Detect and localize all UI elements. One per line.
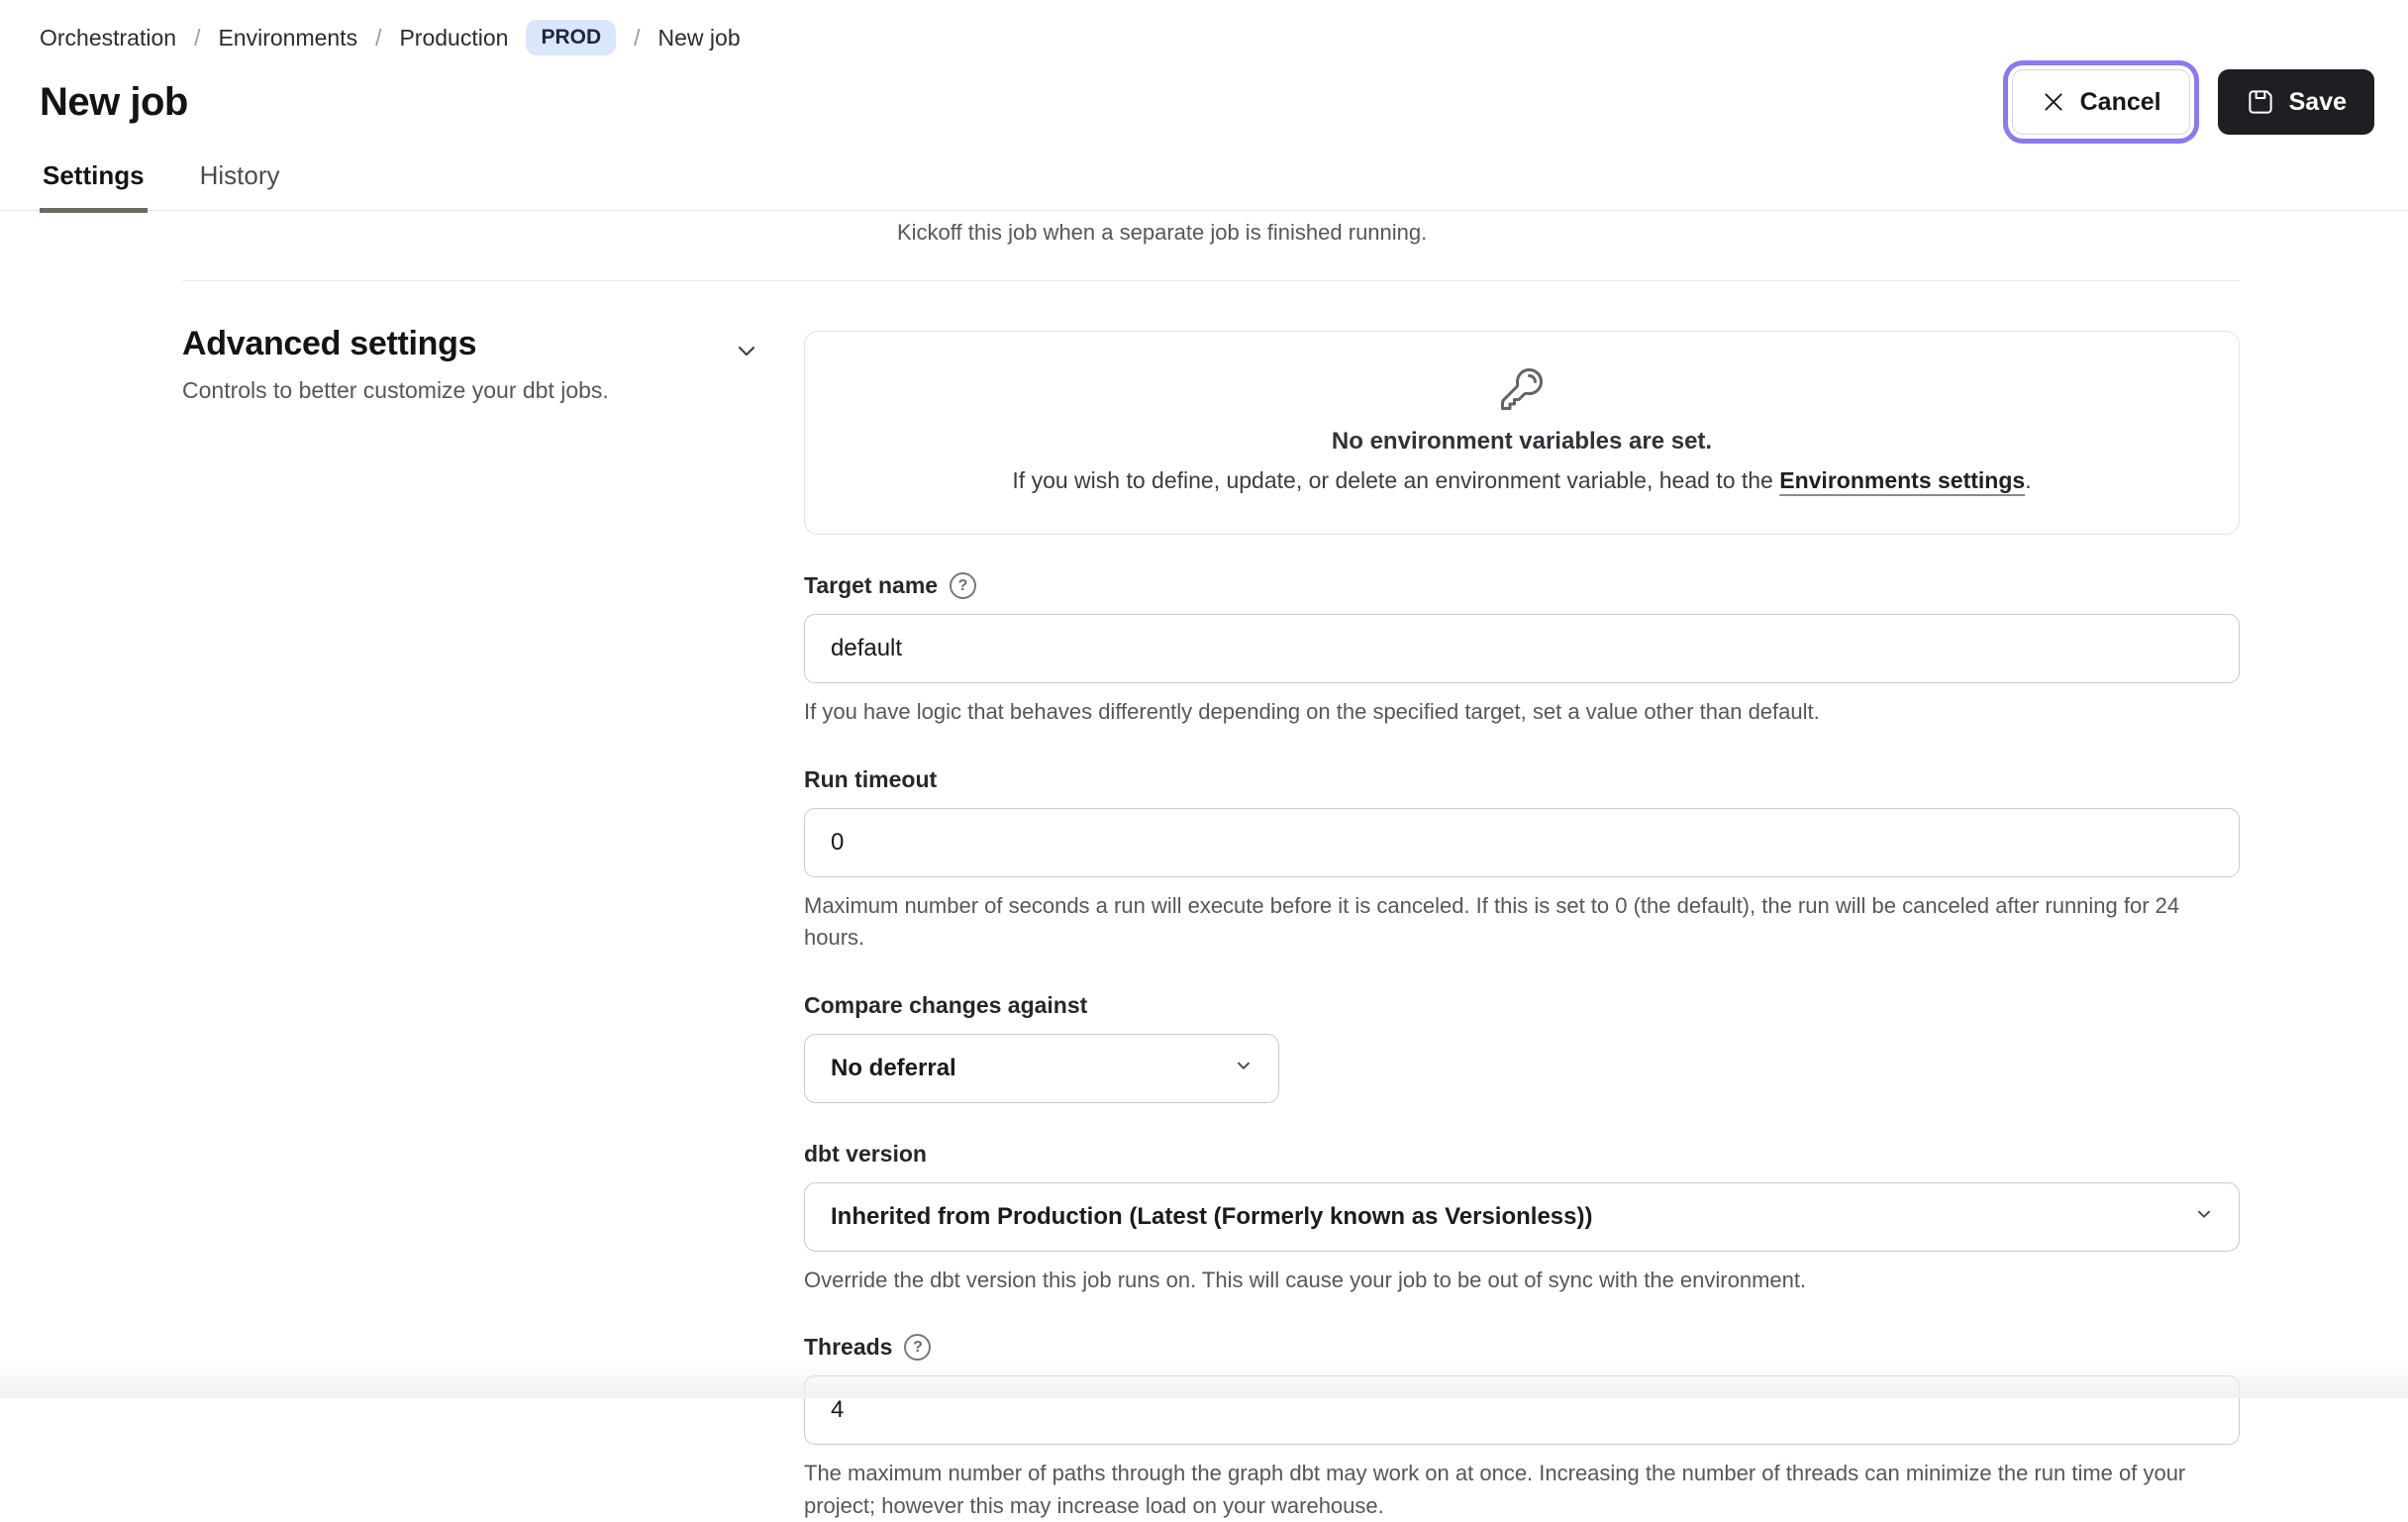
dbt-version-field — [804, 1141, 2240, 1297]
breadcrumb-separator: / — [375, 24, 382, 51]
advanced-settings-title: Advanced settings — [182, 325, 477, 362]
tab-history[interactable]: History — [199, 160, 280, 190]
dbt-version-value: Inherited from Production (Latest (Formerly known as Versionless)) — [831, 1202, 1593, 1230]
tab-bar — [0, 135, 2408, 211]
breadcrumb-current: New job — [657, 24, 741, 51]
page-title: New job — [40, 79, 188, 124]
help-icon[interactable]: ? — [950, 572, 976, 599]
chevron-down-icon — [1233, 1055, 1254, 1081]
help-icon[interactable]: ? — [904, 1334, 931, 1361]
target-name-field — [804, 572, 2240, 729]
breadcrumb-separator: / — [194, 24, 201, 51]
cancel-button[interactable] — [2012, 69, 2190, 135]
advanced-settings-summary — [182, 325, 804, 1522]
run-timeout-label: Run timeout — [804, 765, 938, 792]
compare-changes-label: Compare changes against — [804, 991, 1088, 1018]
env-card-body-prefix: If you wish to define, update, or delete an environment variable, head to the — [1012, 467, 1780, 493]
threads-label: Threads — [804, 1334, 893, 1361]
breadcrumb — [0, 0, 2408, 55]
compare-changes-field — [804, 992, 2240, 1103]
save-floppy-icon — [2246, 87, 2275, 117]
page-header — [0, 55, 2408, 135]
run-timeout-input[interactable] — [804, 808, 2240, 877]
target-name-input[interactable] — [804, 614, 2240, 683]
environments-settings-link[interactable]: Environments settings — [1779, 467, 2026, 493]
env-card-body-suffix: . — [2025, 467, 2032, 493]
run-timeout-hint: Maximum number of seconds a run will execute before it is canceled. If this is set to 0 (the default), the run will be canceled after running for 24 hours. — [804, 892, 2180, 951]
compare-changes-dropdown[interactable] — [804, 1034, 1279, 1103]
cancel-button-label: Cancel — [2079, 87, 2161, 116]
breadcrumb-production[interactable]: Production — [399, 24, 509, 51]
save-button[interactable] — [2218, 69, 2374, 135]
key-icon — [1498, 365, 1546, 413]
breadcrumb-separator: / — [634, 24, 641, 51]
threads-field — [804, 1334, 2240, 1522]
breadcrumb-environments[interactable]: Environments — [218, 24, 358, 51]
target-name-label: Target name — [804, 572, 939, 598]
breadcrumb-orchestration[interactable]: Orchestration — [40, 24, 177, 51]
run-timeout-field — [804, 766, 2240, 955]
header-actions — [2012, 69, 2382, 135]
collapse-chevron-down-icon[interactable] — [733, 337, 760, 364]
env-card-title: No environment variables are set. — [1331, 428, 1713, 455]
target-name-hint: If you have logic that behaves differently depending on the specified target, set a value other than default. — [804, 699, 1820, 724]
environment-variables-card — [804, 331, 2240, 535]
dbt-version-label: dbt version — [804, 1140, 927, 1167]
prod-environment-badge: PROD — [526, 20, 616, 55]
kickoff-helper-text: Kickoff this job when a separate job is finished running. — [897, 220, 1428, 245]
compare-changes-value: No deferral — [831, 1054, 956, 1081]
env-card-body — [835, 467, 2209, 494]
save-button-label: Save — [2288, 87, 2347, 116]
chevron-down-icon — [2193, 1203, 2215, 1230]
dbt-version-hint: Override the dbt version this job runs on. This will cause your job to be out of sync with the environment. — [804, 1267, 1807, 1292]
advanced-settings-subtitle: Controls to better customize your dbt jobs. — [182, 377, 609, 403]
trigger-section-peek — [0, 211, 2408, 280]
threads-input[interactable] — [804, 1375, 2240, 1445]
close-icon — [2041, 89, 2066, 115]
advanced-settings-section — [0, 281, 2408, 1522]
dbt-version-dropdown[interactable] — [804, 1182, 2240, 1252]
threads-hint: The maximum number of paths through the graph dbt may work on at once. Increasing the number of threads can minimize the run time of your project; however this may increase load on your warehouse. — [804, 1461, 2186, 1518]
tab-settings[interactable]: Settings — [40, 160, 148, 213]
advanced-settings-form — [804, 331, 2240, 1522]
